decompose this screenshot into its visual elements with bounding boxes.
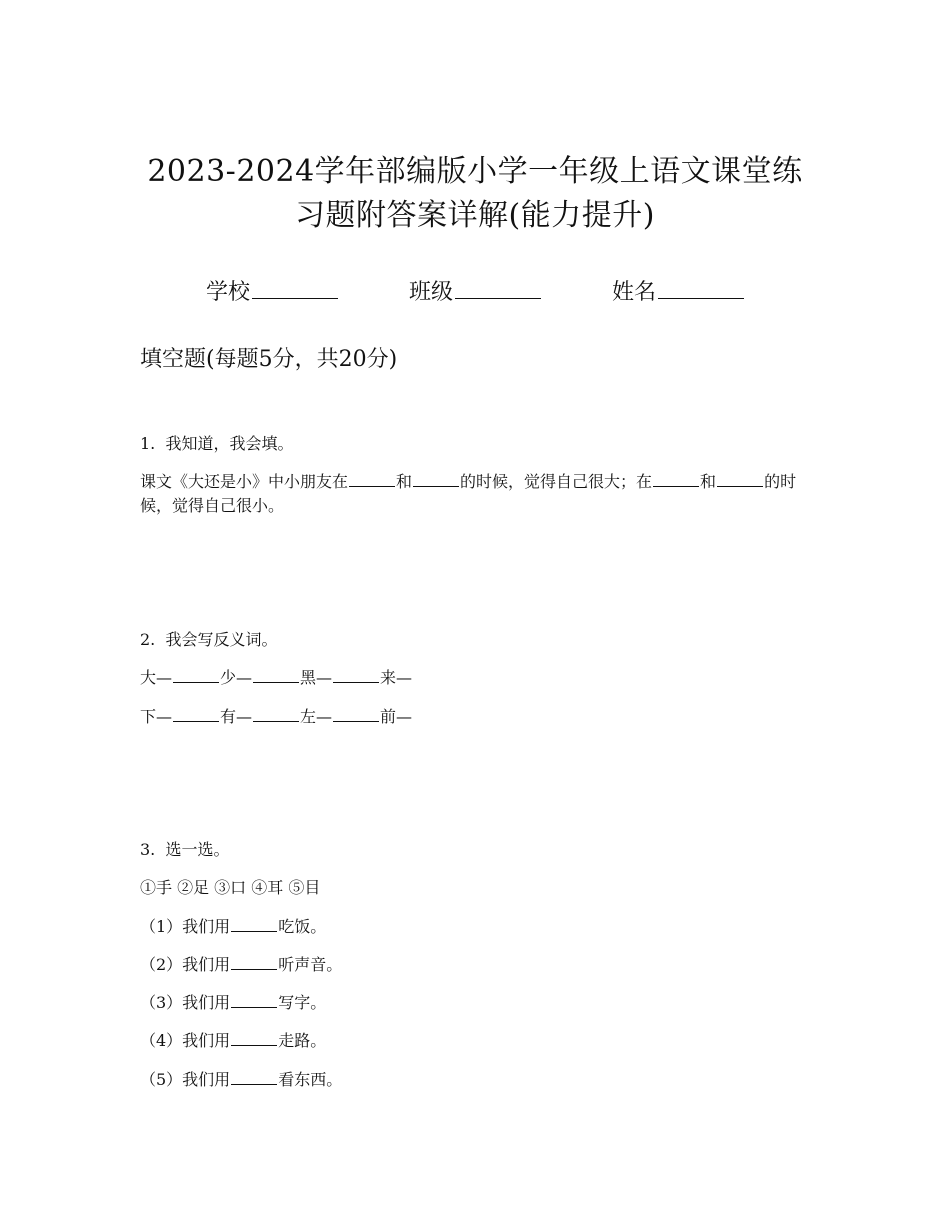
choice-blank: [231, 991, 277, 1008]
antonym-item: 大—: [140, 668, 173, 687]
choice-item-suffix: 走路。: [278, 1031, 327, 1050]
antonym-item: 前—: [380, 707, 413, 726]
choice-item-2: [140, 953, 342, 977]
antonym-blank: [173, 705, 219, 722]
question-2-number: 2.: [140, 630, 156, 649]
choice-item-5: [140, 1068, 342, 1092]
choice-blank: [231, 915, 277, 932]
worksheet-title-line2: 习题附答案详解(能力提升): [295, 198, 655, 233]
question-1-body: [140, 470, 800, 518]
antonym-item: 来—: [380, 668, 413, 687]
question-1-number: 1.: [140, 434, 156, 453]
q1-text-4: 和: [700, 472, 717, 491]
question-2-prompt: 我会写反义词。: [165, 630, 278, 649]
question-1-title: [140, 432, 293, 456]
choice-blank: [231, 953, 277, 970]
school-field: [206, 276, 338, 309]
antonym-row-1: [140, 666, 412, 690]
choice-item-1: [140, 915, 326, 939]
class-blank: [455, 276, 541, 299]
question-3-prompt: 选一选。: [165, 840, 230, 859]
choice-item-suffix: 听声音。: [278, 955, 343, 974]
choice-item-4: [140, 1029, 326, 1053]
name-field: [612, 276, 744, 309]
choice-item-label: （4）我们用: [140, 1031, 231, 1050]
antonym-item: 左—: [300, 707, 333, 726]
antonym-blank: [253, 666, 299, 683]
school-blank: [252, 276, 338, 299]
section-heading: 填空题(每题5分，共20分): [140, 347, 398, 372]
q1-blank-4: [717, 470, 763, 487]
choice-blank: [231, 1068, 277, 1085]
question-3-number: 3.: [140, 840, 156, 859]
antonym-blank: [333, 705, 379, 722]
q1-blank-3: [653, 470, 699, 487]
name-blank: [658, 276, 744, 299]
choice-item-suffix: 看东西。: [278, 1070, 343, 1089]
class-field: [409, 276, 541, 309]
antonym-item: 少—: [220, 668, 253, 687]
q1-blank-1: [349, 470, 395, 487]
q1-blank-2: [413, 470, 459, 487]
q1-text-3: 的时候，觉得自己很大；在: [460, 472, 653, 491]
antonym-blank: [333, 666, 379, 683]
question-1-prompt: 我知道，我会填。: [165, 434, 294, 453]
antonym-item: 有—: [220, 707, 253, 726]
antonym-item: 下—: [140, 707, 173, 726]
class-label: 班级: [408, 280, 453, 305]
choice-blank: [231, 1029, 277, 1046]
name-label: 姓名: [612, 280, 657, 305]
choice-item-3: [140, 991, 326, 1015]
q1-text-2: 和: [396, 472, 413, 491]
choice-item-suffix: 吃饭。: [278, 917, 327, 936]
antonym-blank: [173, 666, 219, 683]
choice-options: ①手 ②足 ③口 ④耳 ⑤目: [140, 878, 321, 897]
choice-item-label: （5）我们用: [140, 1070, 231, 1089]
student-info-row: [0, 276, 950, 309]
choice-item-label: （1）我们用: [140, 917, 231, 936]
choice-item-suffix: 写字。: [278, 993, 327, 1012]
choice-item-label: （3）我们用: [140, 993, 231, 1012]
question-2-title: [140, 628, 277, 652]
antonym-item: 黑—: [300, 668, 333, 687]
antonym-row-2: [140, 705, 412, 729]
antonym-blank: [253, 705, 299, 722]
q1-text-5: 的时候，觉得自己很小。: [140, 472, 797, 515]
worksheet-title-line1: 2023-2024学年部编版小学一年级上语文课堂练: [147, 154, 803, 189]
choice-item-label: （2）我们用: [140, 955, 231, 974]
question-3-title: [140, 838, 229, 862]
q1-text-1: 课文《大还是小》中小朋友在: [140, 472, 349, 491]
school-label: 学校: [205, 280, 250, 305]
